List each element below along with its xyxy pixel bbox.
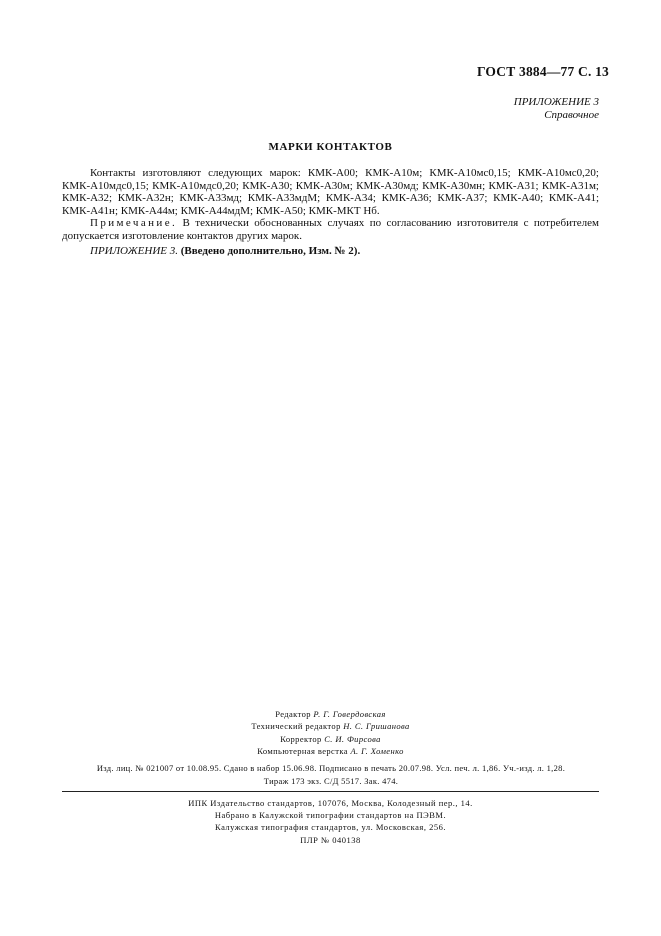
- note-paragraph: [62, 217, 599, 242]
- credit-role: Компьютерная верстка: [257, 746, 351, 757]
- credit-role: Технический редактор: [251, 721, 344, 732]
- credit-name: С. И. Фирсова: [324, 733, 381, 744]
- credit-editor: [200, 708, 461, 720]
- imprint-block: [150, 797, 511, 846]
- imprint-line-4: ПЛР № 040138: [300, 834, 361, 845]
- publication-info-line-2: Тираж 173 экз. С/Д 5517. Зак. 474.: [263, 776, 399, 786]
- introduction-label: ПРИЛОЖЕНИЕ 3.: [90, 245, 178, 257]
- credit-tech-editor: [200, 720, 461, 732]
- credits-block: [200, 708, 461, 758]
- credit-role: Редактор: [275, 709, 314, 719]
- imprint-line-3: Калужская типография стандартов, ул. Московская, 256.: [215, 822, 446, 833]
- note-text: В технически обоснованных случаях по согласованию изготовителя с потребителем допускается изготовление контактов других марок.: [62, 217, 599, 242]
- contact-grades-paragraph: Контакты изготовляют следующих марок: КМК-А00; КМК-А10м; КМК-А10мс0,15; КМК-А10мс0,20; КМК-А10мдс0,15; КМК-А10мдс0,20; КМК-А30; КМК-А30м; КМК-А30мд; КМК-А30мн; КМК-А31; КМК-А31м; КМК-А32; КМК-А32н; КМК-А33мд; КМК-А33мдМ; КМК-А34; КМК-А36; КМК-А37; КМК-А40; КМК-А41; КМК-А41н; КМК-А44м; КМК-А44мдМ; КМК-А50; КМК-МКТ Нб.: [62, 167, 599, 217]
- publication-info-line-1: Изд. лиц. № 021007 от 10.08.95. Сдано в набор 15.06.98. Подписано в печать 20.07.98. Усл. печ. л. 1,86. Уч.-изд. л. 1,28.: [96, 763, 566, 773]
- introduction-note: [90, 245, 360, 257]
- introduction-text: (Введено дополнительно, Изм. № 2).: [177, 245, 361, 257]
- appendix-kind: Справочное: [544, 109, 599, 121]
- section-title: МАРКИ КОНТАКТОВ: [268, 141, 393, 153]
- credit-name: Р. Г. Говердовская: [313, 709, 386, 719]
- credit-name: Н. С. Гришанова: [343, 721, 410, 732]
- imprint-line-1: ИПК Издательство стандартов, 107076, Москва, Колодезный пер., 14.: [188, 798, 473, 808]
- appendix-label: ПРИЛОЖЕНИЕ 3: [513, 96, 599, 108]
- note-label: Примечание.: [90, 217, 178, 230]
- credit-role: Корректор: [280, 733, 325, 744]
- credit-corrector: [200, 733, 461, 745]
- imprint-line-2: Набрано в Калужской типографии стандартов на ПЭВМ.: [214, 810, 447, 821]
- credit-name: А. Г. Хоменко: [350, 746, 404, 757]
- credit-layout: [200, 745, 461, 757]
- page-header: ГОСТ 3884—77 С. 13: [476, 64, 609, 79]
- publication-info: [66, 762, 596, 788]
- body-text: [62, 167, 599, 243]
- appendix-heading: [514, 96, 599, 122]
- divider-line: [62, 791, 599, 792]
